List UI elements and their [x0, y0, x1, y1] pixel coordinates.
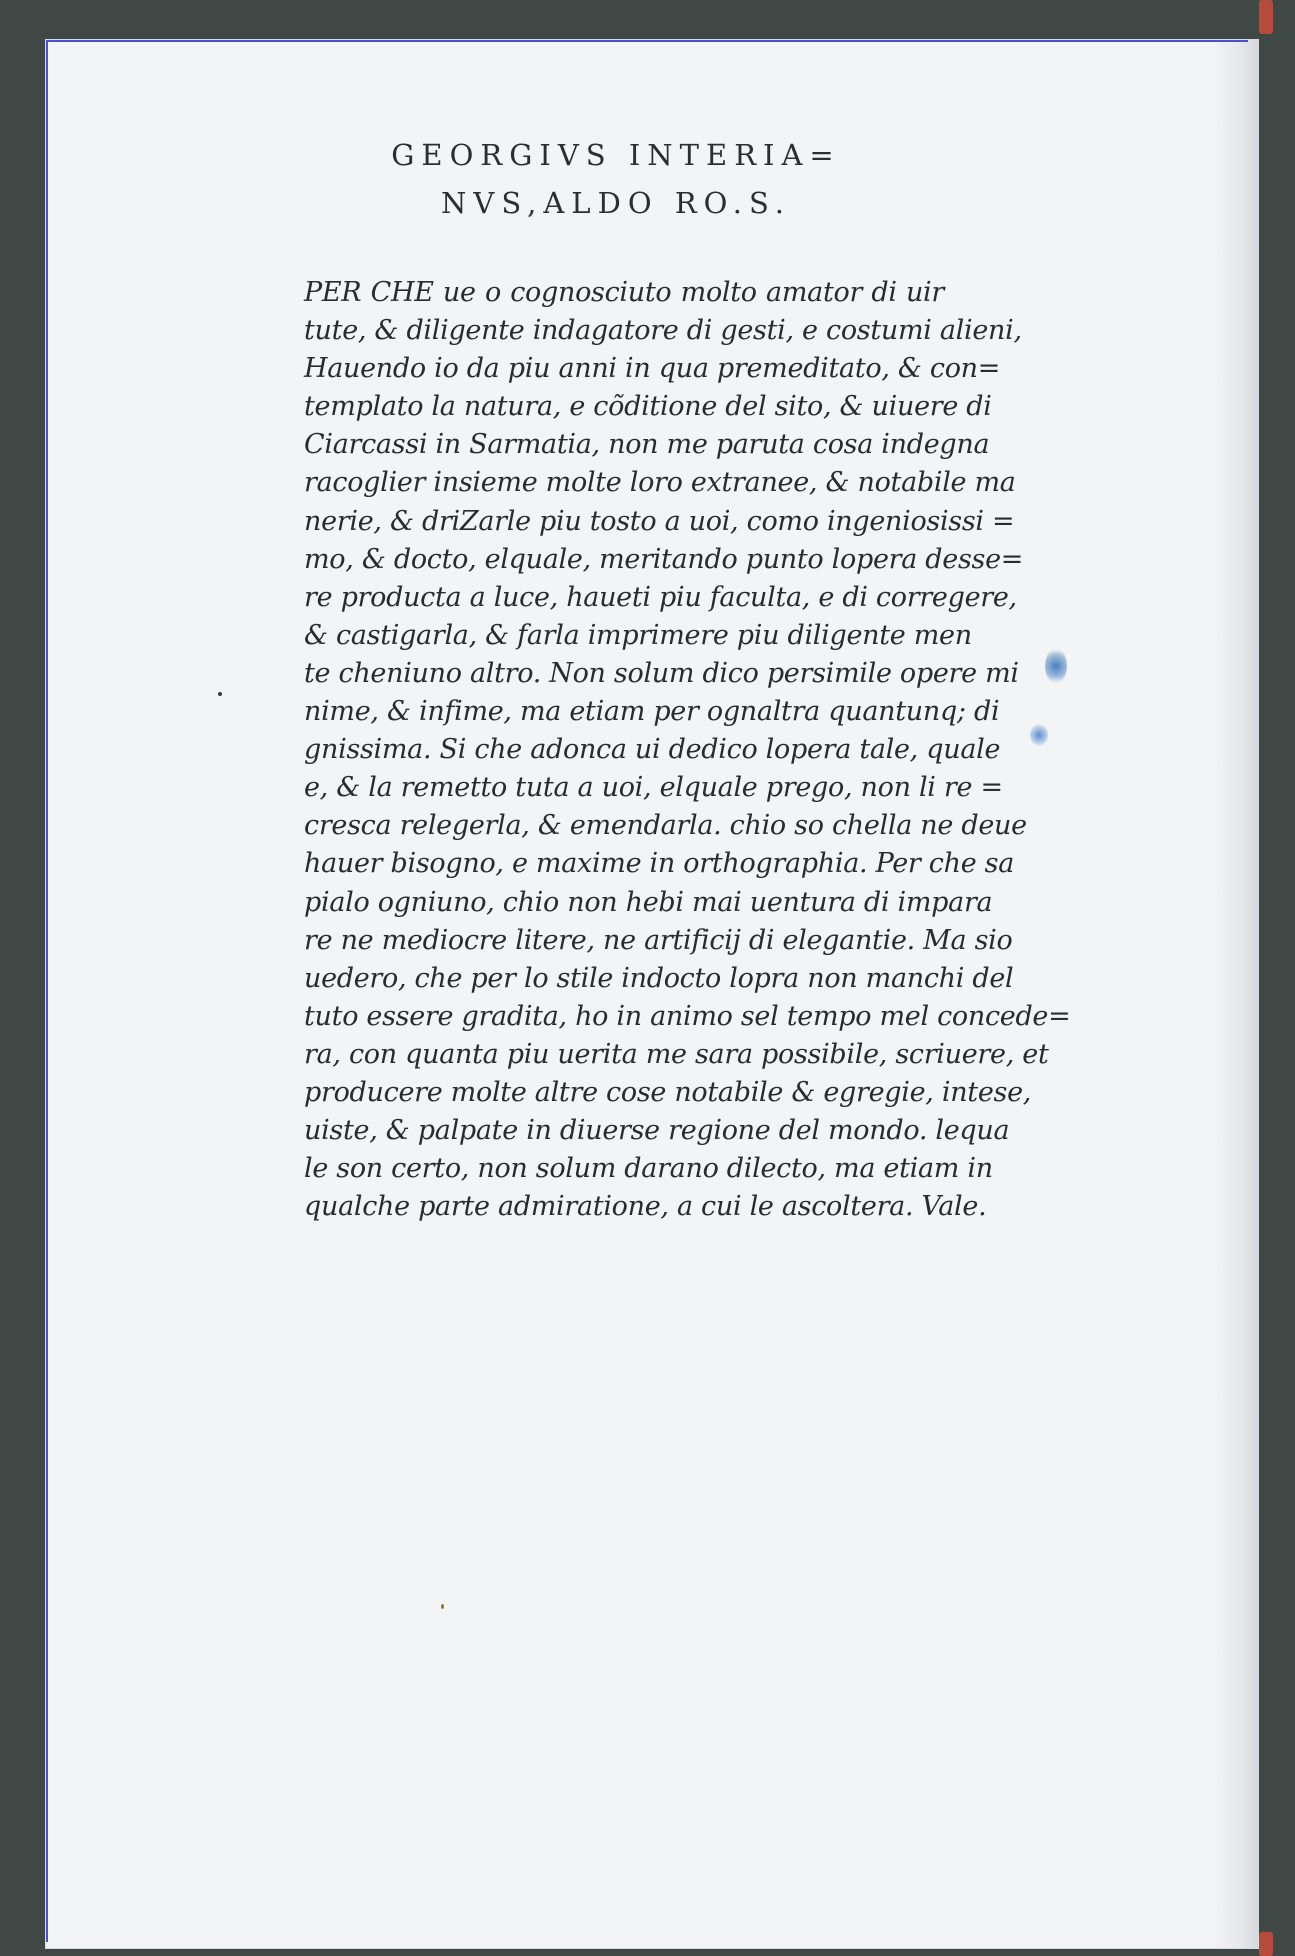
text-line: hauer bisogno, e maxime in orthographia. Per che sa — [304, 848, 1015, 880]
ink-stain — [1045, 648, 1067, 684]
ink-stain — [1030, 724, 1048, 746]
text-line: & castigarla, & farla imprimere piu diligente men — [304, 619, 972, 651]
text-line: nime, & infime, ma etiam per ognaltra quantunq; di — [304, 696, 1000, 728]
heading-line-1: GEORGIVS INTERIA= — [391, 138, 841, 172]
dedication-text-block — [304, 274, 1071, 1226]
text-line: racoglier insieme molte loro extranee, & notabile ma — [304, 467, 1016, 499]
paper-speck — [218, 692, 222, 696]
text-line: ra, con quanta piu uerita me sara possibile, scriuere, et — [304, 1038, 1049, 1070]
paper-speck — [441, 1604, 444, 1609]
text-line: mo, & docto, elquale, meritando punto lopera desse= — [304, 543, 1024, 575]
text-line: e, & la remetto tuta a uoi, elquale prego, non li re = — [304, 772, 1003, 804]
text-line: uedero, che per lo stile indocto lopra non manchi del — [304, 962, 1014, 994]
page-edge-shadow — [1216, 40, 1258, 1948]
text-line: producere molte altre cose notabile & egregie, intese, — [304, 1076, 1032, 1108]
book-page — [46, 40, 1258, 1948]
heading-line-2: NVS,ALDO RO.S. — [441, 186, 791, 220]
text-line: Hauendo io da piu anni in qua premeditato, & con= — [304, 353, 1001, 385]
text-line: gnissima. Si che adonca ui dedico lopera tale, quale — [304, 734, 1001, 766]
text-line: tute, & diligente indagatore di gesti, e costumi alieni, — [304, 315, 1022, 347]
text-line: templato la natura, e cõditione del sito, & uiuere di — [304, 391, 992, 423]
binding-tape-bottom — [1259, 1932, 1273, 1956]
text-line: re producta a luce, haueti piu faculta, e di corregere, — [304, 581, 1017, 613]
text-line: te cheniuno altro. Non solum dico persimile opere mi — [304, 657, 1019, 689]
text-line: cresca relegerla, & emendarla. chio so chella ne deue — [304, 810, 1027, 842]
text-line: uiste, & palpate in diuerse regione del mondo. lequa — [304, 1115, 1010, 1147]
text-line: Ciarcassi in Sarmatia, non me paruta cosa indegna — [304, 429, 990, 461]
text-line: tuto essere gradita, ho in animo sel tempo mel concede= — [304, 1000, 1071, 1032]
text-line: pialo ogniuno, chio non hebi mai uentura di impara — [304, 886, 993, 918]
binding-tape-top — [1259, 0, 1273, 34]
text-line: re ne mediocre litere, ne artificij di elegantie. Ma sio — [304, 924, 1013, 956]
text-line: nerie, & driZarle piu tosto a uoi, como ingeniosissi = — [304, 505, 1015, 537]
text-line: qualche parte admiratione, a cui le ascoltera. Vale. — [304, 1191, 987, 1223]
text-line: le son certo, non solum darano dilecto, ma etiam in — [304, 1153, 993, 1185]
text-line: PER CHE ue o cognosciuto molto amator di uir — [304, 277, 944, 308]
